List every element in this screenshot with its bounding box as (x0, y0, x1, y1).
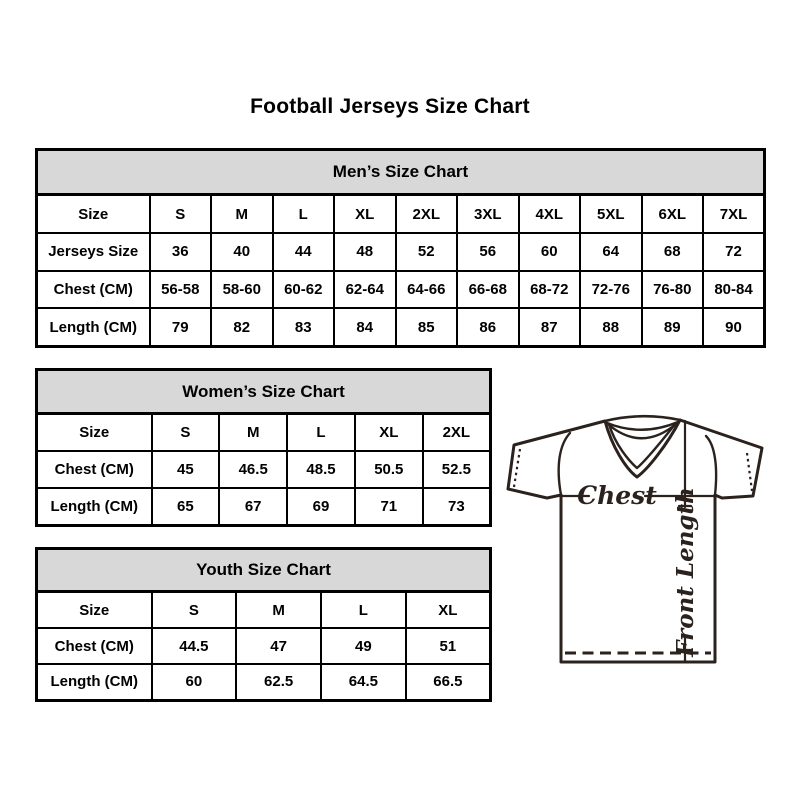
womens-size-chart (35, 368, 492, 527)
value-cell: 76-80 (642, 271, 704, 308)
value-cell: S (150, 195, 212, 233)
value-cell: 64-66 (396, 271, 458, 308)
value-cell: 90 (703, 308, 765, 346)
value-cell: L (321, 592, 406, 629)
jersey-illustration (495, 405, 785, 675)
value-cell: 48 (334, 233, 396, 270)
value-cell: 69 (287, 488, 355, 526)
value-cell: 85 (396, 308, 458, 346)
value-cell: 60 (519, 233, 581, 270)
value-cell: 48.5 (287, 451, 355, 488)
jersey-left-cuff-stitch (514, 449, 520, 487)
value-cell: 4XL (519, 195, 581, 233)
value-cell: 46.5 (219, 451, 287, 488)
value-cell: M (219, 414, 287, 452)
chest-label: Chest (577, 481, 657, 510)
table-section-header: Men’s Size Chart (37, 150, 765, 195)
value-cell: 79 (150, 308, 212, 346)
mens-size-table (35, 148, 766, 348)
value-cell: 72-76 (580, 271, 642, 308)
value-cell: 64.5 (321, 664, 406, 701)
table-row (37, 271, 765, 308)
value-cell: 73 (423, 488, 491, 526)
value-cell: 56 (457, 233, 519, 270)
value-cell: 47 (236, 628, 321, 664)
value-cell: 82 (211, 308, 273, 346)
value-cell: 84 (334, 308, 396, 346)
jersey-collar-band-arc-1 (607, 422, 678, 430)
value-cell: 5XL (580, 195, 642, 233)
table-section-header: Women’s Size Chart (37, 370, 491, 414)
row-label-cell: Size (37, 414, 152, 452)
row-label-cell: Length (CM) (37, 308, 150, 346)
row-label-cell: Size (37, 592, 152, 629)
value-cell: 87 (519, 308, 581, 346)
table-row (37, 628, 491, 664)
value-cell: 72 (703, 233, 765, 270)
row-label-cell: Length (CM) (37, 664, 152, 701)
front-length-label: Front Length (672, 487, 699, 657)
mens-size-chart (35, 148, 766, 348)
page-title: Football Jerseys Size Chart (250, 95, 530, 118)
value-cell: 68 (642, 233, 704, 270)
value-cell: 51 (406, 628, 491, 664)
value-cell: 58-60 (211, 271, 273, 308)
table-row (37, 195, 765, 233)
value-cell: 36 (150, 233, 212, 270)
table-row (37, 414, 491, 452)
youth-size-table (35, 547, 492, 702)
row-label-cell: Length (CM) (37, 488, 152, 526)
value-cell: 88 (580, 308, 642, 346)
row-label-cell: Chest (CM) (37, 271, 150, 308)
value-cell: XL (406, 592, 491, 629)
value-cell: 7XL (703, 195, 765, 233)
value-cell: 49 (321, 628, 406, 664)
row-label-cell: Chest (CM) (37, 451, 152, 488)
value-cell: L (287, 414, 355, 452)
value-cell: 66.5 (406, 664, 491, 701)
value-cell: 83 (273, 308, 335, 346)
value-cell: L (273, 195, 335, 233)
value-cell: 44.5 (152, 628, 237, 664)
value-cell: 89 (642, 308, 704, 346)
jersey-right-sleeve (680, 420, 762, 498)
value-cell: 60 (152, 664, 237, 701)
value-cell: 64 (580, 233, 642, 270)
value-cell: 45 (152, 451, 220, 488)
row-label-cell: Size (37, 195, 150, 233)
table-section-header: Youth Size Chart (37, 549, 491, 592)
value-cell: 80-84 (703, 271, 765, 308)
jersey-right-armhole-seam (706, 436, 716, 495)
value-cell: 62.5 (236, 664, 321, 701)
row-label-cell: Chest (CM) (37, 628, 152, 664)
value-cell: 2XL (423, 414, 491, 452)
value-cell: XL (355, 414, 423, 452)
jersey-collar-top-edge (605, 416, 680, 421)
youth-size-chart (35, 547, 492, 702)
value-cell: 66-68 (457, 271, 519, 308)
womens-size-table (35, 368, 492, 527)
table-row (37, 451, 491, 488)
table-row (37, 664, 491, 701)
value-cell: S (152, 592, 237, 629)
value-cell: 44 (273, 233, 335, 270)
value-cell: 60-62 (273, 271, 335, 308)
value-cell: 67 (219, 488, 287, 526)
table-row (37, 233, 765, 270)
value-cell: M (211, 195, 273, 233)
value-cell: 2XL (396, 195, 458, 233)
value-cell: 6XL (642, 195, 704, 233)
value-cell: 68-72 (519, 271, 581, 308)
value-cell: 52 (396, 233, 458, 270)
jersey-left-armhole-seam (559, 433, 570, 495)
value-cell: 56-58 (150, 271, 212, 308)
value-cell: 71 (355, 488, 423, 526)
value-cell: 3XL (457, 195, 519, 233)
value-cell: S (152, 414, 220, 452)
value-cell: 86 (457, 308, 519, 346)
value-cell: M (236, 592, 321, 629)
row-label-cell: Jerseys Size (37, 233, 150, 270)
value-cell: XL (334, 195, 396, 233)
table-row (37, 592, 491, 629)
table-row (37, 488, 491, 526)
value-cell: 40 (211, 233, 273, 270)
value-cell: 52.5 (423, 451, 491, 488)
value-cell: 65 (152, 488, 220, 526)
value-cell: 62-64 (334, 271, 396, 308)
value-cell: 50.5 (355, 451, 423, 488)
jersey-measurement-diagram (495, 405, 785, 675)
table-row (37, 308, 765, 346)
jersey-right-cuff-stitch (747, 453, 752, 491)
